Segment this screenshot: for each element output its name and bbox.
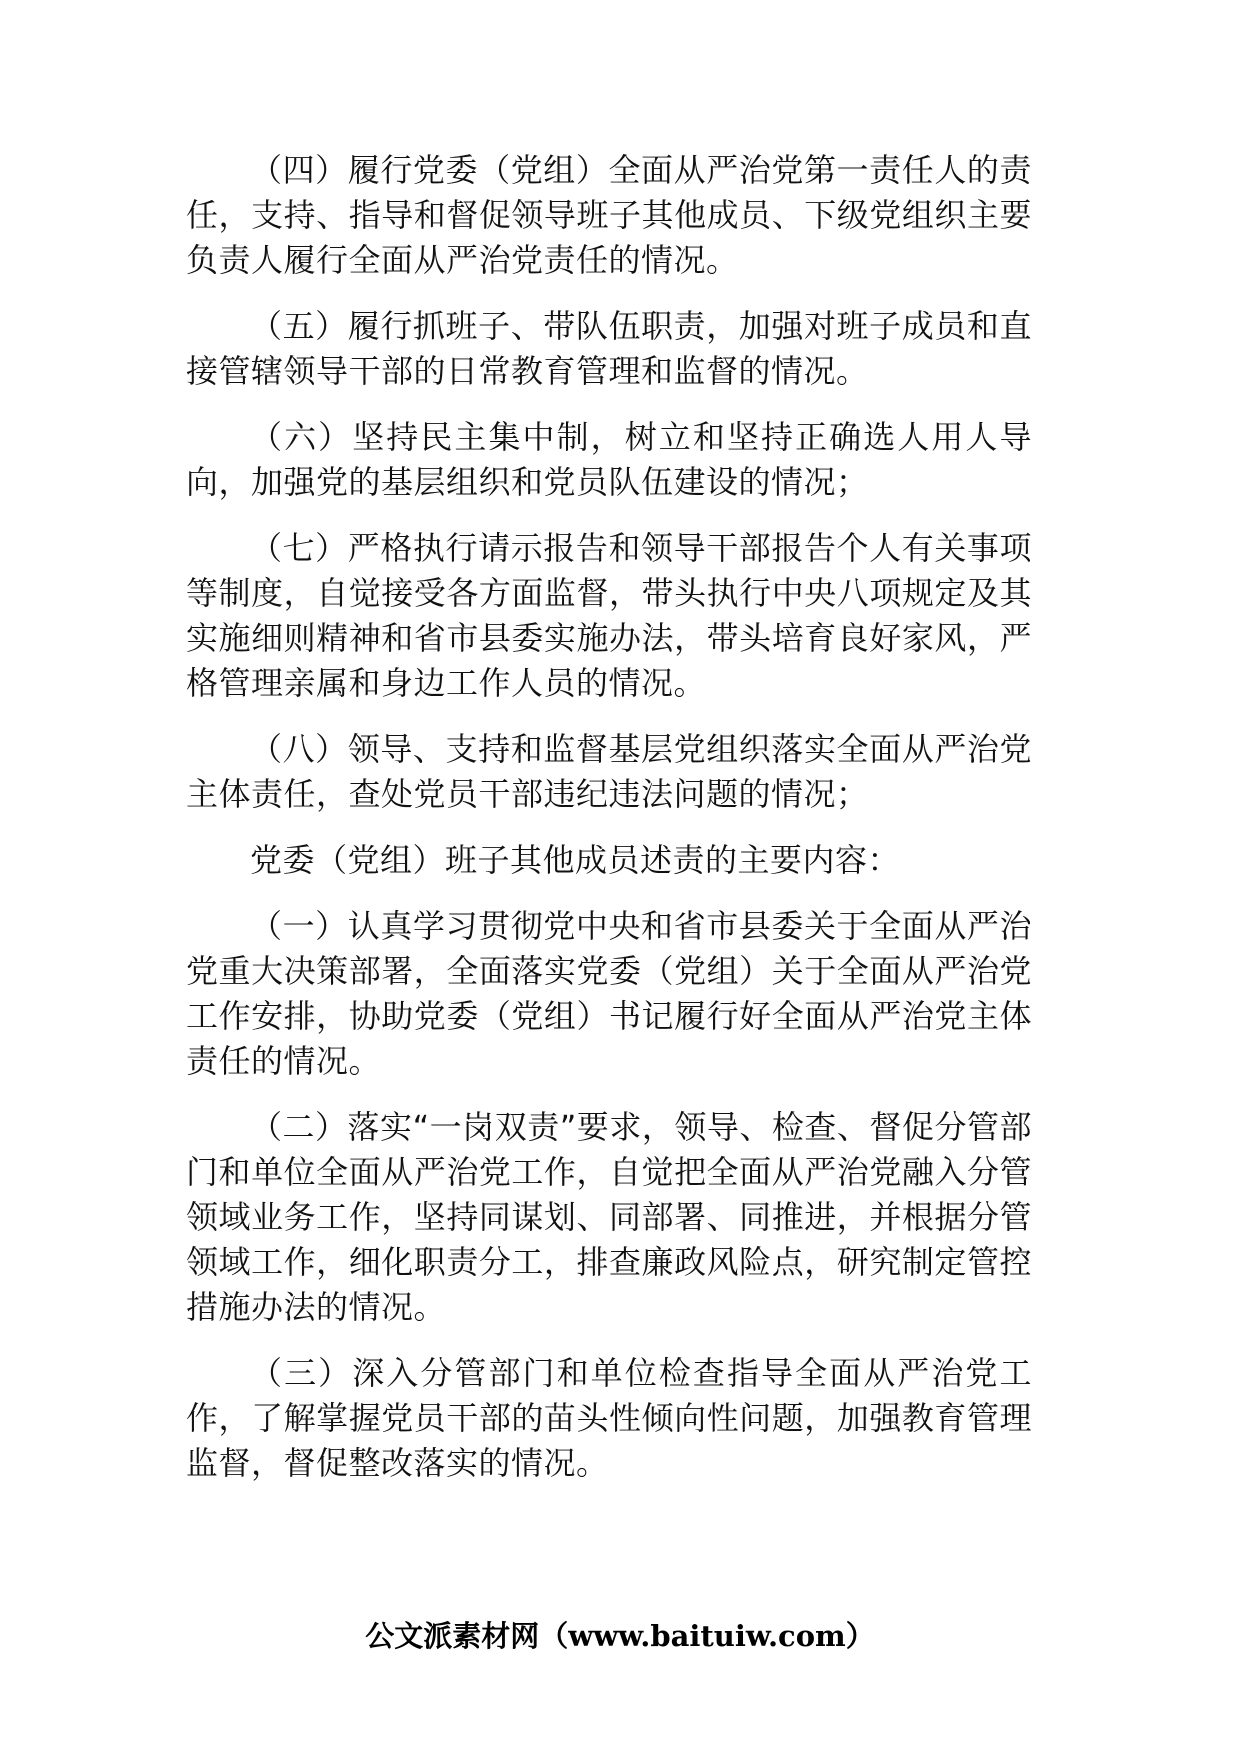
document-body [186,148,1032,1507]
paragraph-item-4: （四）履行党委（党组）全面从严治党第一责任人的责任，支持、指导和督促领导班子其他成员、下级党组织主要负责人履行全面从严治党责任的情况。 [186,151,1032,279]
footer-watermark: 公文派素材网（www.baituiw.com） [365,1619,875,1653]
paragraph-item-8: （八）领导、支持和监督基层党组织落实全面从严治党主体责任，查处党员干部违纪违法问题的情况； [186,730,1032,813]
paragraph-item-1: （一）认真学习贯彻党中央和省市县委关于全面从严治党重大决策部署，全面落实党委（党组）关于全面从严治党工作安排，协助党委（党组）书记履行好全面从严治党主体责任的情况。 [186,907,1032,1080]
paragraph-item-6: （六）坚持民主集中制，树立和坚持正确选人用人导向，加强党的基层组织和党员队伍建设的情况； [186,418,1032,501]
paragraph-item-5: （五）履行抓班子、带队伍职责，加强对班子成员和直接管辖领导干部的日常教育管理和监督的情况。 [186,307,1032,390]
paragraph-item-7: （七）严格执行请示报告和领导干部报告个人有关事项等制度，自觉接受各方面监督，带头执行中央八项规定及其实施细则精神和省市县委实施办法，带头培育良好家风，严格管理亲属和身边工作人员的情况。 [186,529,1032,702]
paragraph-item-2: （二）落实“一岗双责”要求，领导、检查、督促分管部门和单位全面从严治党工作，自觉把全面从严治党融入分管领域业务工作，坚持同谋划、同部署、同推进，并根据分管领域工作，细化职责分工，排查廉政风险点，研究制定管控措施办法的情况。 [186,1108,1032,1326]
paragraph-item-3: （三）深入分管部门和单位检查指导全面从严治党工作，了解掌握党员干部的苗头性倾向性问题，加强教育管理监督，督促整改落实的情况。 [186,1354,1032,1482]
section-heading: 党委（党组）班子其他成员述责的主要内容： [250,841,901,879]
